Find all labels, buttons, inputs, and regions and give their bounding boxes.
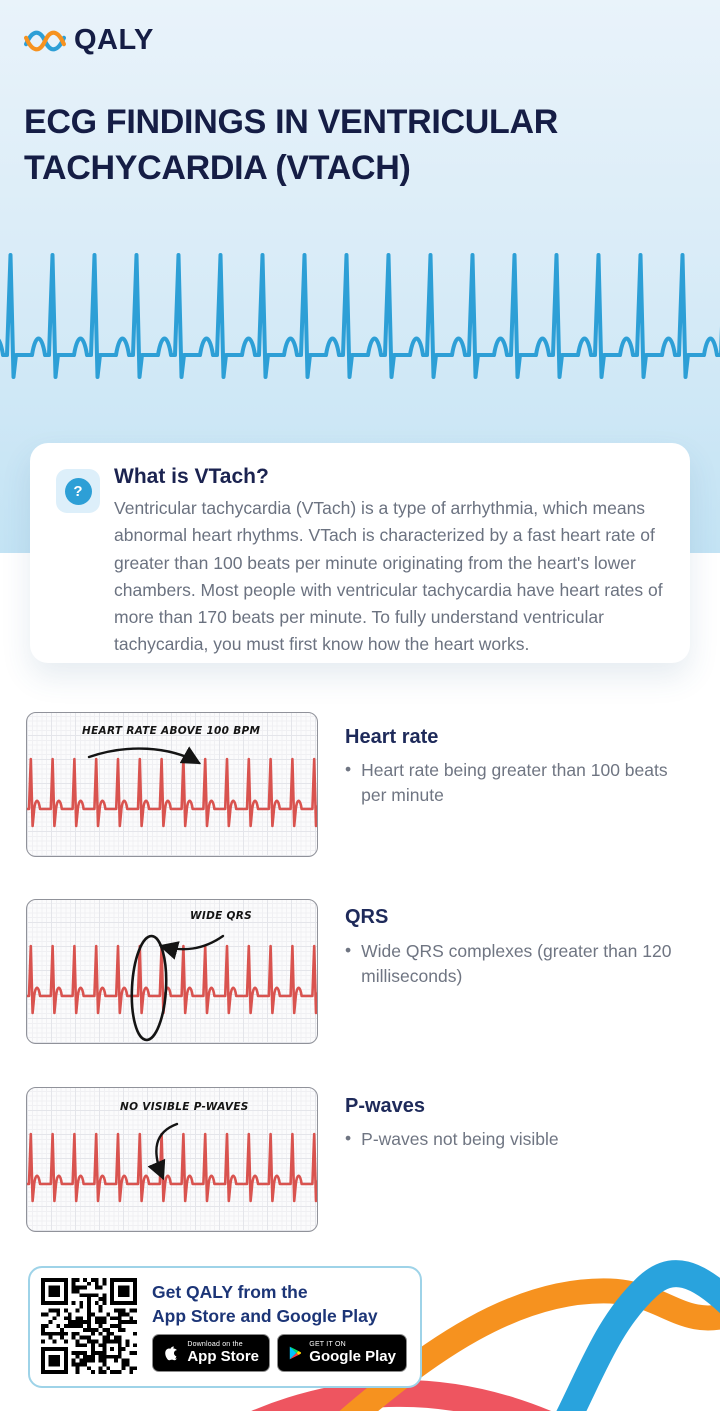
page-title: ECG FINDINGS IN VENTRICULAR TACHYCARDIA (VTACH) [24, 103, 559, 187]
annotation-arrow-ellipse [27, 900, 317, 1043]
qaly-logo [24, 24, 154, 57]
what-is-vtach-card [30, 443, 690, 663]
question-icon: ? [56, 469, 100, 513]
hero-ecg-path [0, 255, 720, 377]
apple-icon [163, 1342, 180, 1364]
annotation-wide-qrs: WIDE QRS [190, 910, 253, 922]
finding-title-heart-rate: Heart rate [345, 726, 439, 748]
annotation-arrow [27, 713, 317, 856]
what-is-vtach-body: Ventricular tachycardia (VTach) is a type of arrhythmia, which means abnormal heart rhythms. VTach is characterized by a fast heart rate of greater than 100 beats per minute originating from the heart's lower chambers. Most people with ventricular tachycardia have heart rates of more than 170 beats per minute. To fully understand ventricular tachycardia, you must first know how the heart works. [114, 498, 663, 655]
wave-red [180, 1393, 620, 1411]
ecg-card-heart-rate [26, 712, 318, 857]
finding-title-qrs: QRS [345, 906, 389, 928]
app-store-badge[interactable]: Download on the App Store [152, 1334, 270, 1372]
bullet-dot: • [345, 1128, 352, 1148]
app-download-card [28, 1266, 422, 1388]
annotation-heart-rate: HEART RATE ABOVE 100 BPM [82, 725, 261, 737]
ecg-card-qrs [26, 899, 318, 1044]
bullet-dot: • [345, 759, 352, 779]
google-play-icon [288, 1342, 302, 1364]
qaly-logo-text: QALY [74, 24, 154, 56]
ecg-card-p-waves [26, 1087, 318, 1232]
download-cta: Get QALY from the App Store and Google Play [152, 1282, 378, 1326]
finding-bullet-heart-rate: • Heart rate being greater than 100 beats per minute [345, 758, 690, 808]
qaly-logo-icon [24, 26, 66, 56]
qr-code [41, 1278, 137, 1374]
what-is-vtach-title: What is VTach? [114, 465, 269, 488]
bullet-dot: • [345, 940, 352, 960]
google-play-badge[interactable]: GET IT ON Google Play [277, 1334, 407, 1372]
hero-ecg-waveform [0, 245, 720, 400]
finding-title-p-waves: P-waves [345, 1095, 426, 1117]
annotation-arrow [27, 1088, 317, 1231]
annotation-p-waves: NO VISIBLE P-WAVES [120, 1101, 249, 1113]
finding-bullet-qrs: • Wide QRS complexes (greater than 120 milliseconds) [345, 939, 690, 989]
finding-bullet-p-waves: • P-waves not being visible [345, 1127, 690, 1152]
